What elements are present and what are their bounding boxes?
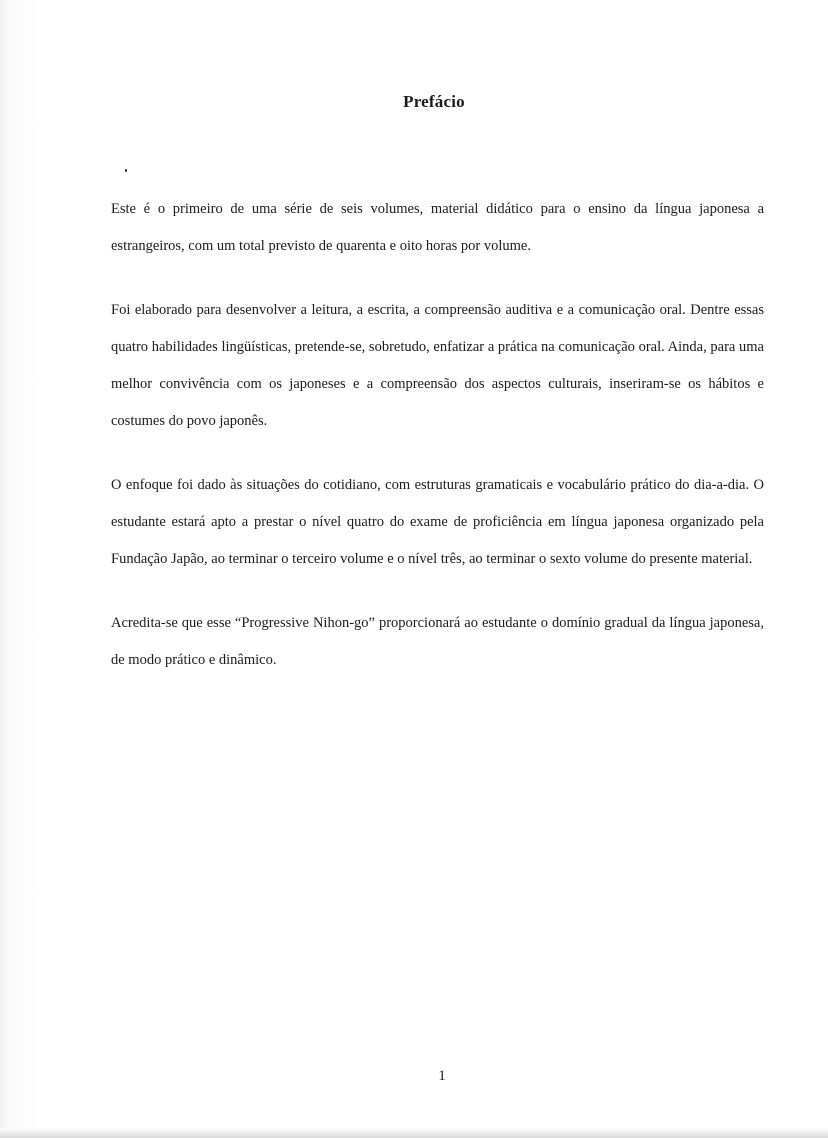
page-number: 1	[438, 1068, 446, 1084]
preface-body	[111, 191, 764, 706]
page-title: Prefácio	[403, 92, 465, 111]
paragraph-2: Foi elaborado para desenvolver a leitura, a escrita, a compreensão auditiva e a comunicação oral. Dentre essas quatro habilidades lingüísticas, pretende-se, sobretudo, enfatizar a prática na comunicação oral. Ainda, para uma melhor convivência com os japoneses e a compreensão dos aspectos culturais, inseriram-se os hábitos e costumes do povo japonês.	[111, 302, 764, 429]
paragraph-4: Acredita-se que esse “Progressive Nihon-go” proporcionará ao estudante o domínio gradual da língua japonesa, de modo prático e dinâmico.	[111, 615, 764, 668]
page-bottom-edge	[0, 1128, 828, 1138]
ink-speck	[125, 169, 127, 172]
paragraph-1: Este é o primeiro de uma série de seis volumes, material didático para o ensino da língua japonesa a estrangeiros, com um total previsto de quarenta e oito horas por volume.	[111, 201, 764, 254]
paragraph-3: O enfoque foi dado às situações do cotidiano, com estruturas gramaticais e vocabulário prático do dia-a-dia. O estudante estará apto a prestar o nível quatro do exame de proficiência em língua japonesa organizado pela Fundação Japão, ao terminar o terceiro volume e o nível três, ao terminar o sexto volume do presente material.	[111, 477, 764, 567]
